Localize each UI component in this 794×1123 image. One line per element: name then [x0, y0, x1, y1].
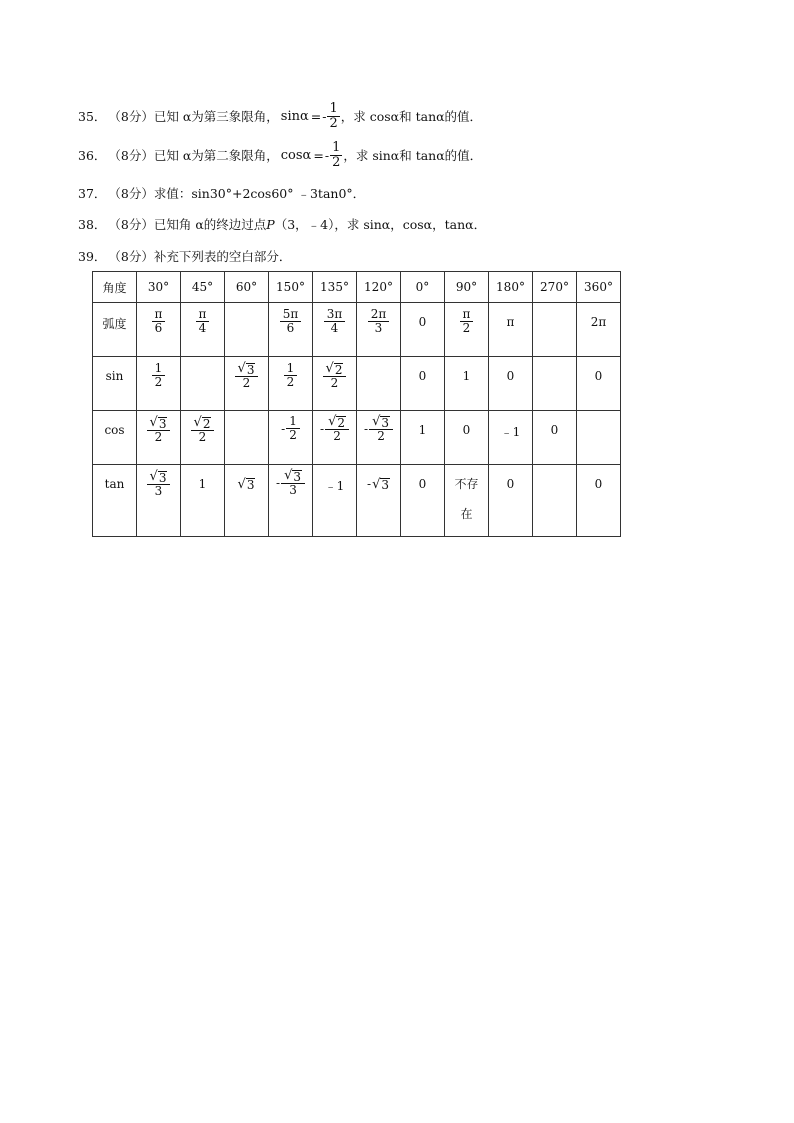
sqrt-symbol [284, 469, 302, 483]
numerator [323, 362, 347, 377]
value-text: 2π [590, 315, 607, 329]
function-name: cosα [280, 147, 312, 163]
denominator [286, 429, 300, 442]
function-name: sinα [280, 108, 309, 124]
minus-sign: - [276, 476, 281, 491]
value-text: 30° [147, 280, 170, 294]
value-wrap [463, 415, 471, 437]
denominator: 2 [329, 115, 338, 131]
value-wrap [551, 415, 559, 437]
question-suffix: ，求 cosα和 tanα的值． [340, 109, 483, 124]
value-wrap [595, 469, 603, 491]
question-prefix: 已知角 α的终边过点 [153, 217, 267, 232]
radical-sign: √ [325, 361, 334, 376]
denominator [284, 322, 298, 335]
fraction [284, 362, 298, 389]
row-label: 弧度 [93, 303, 137, 357]
value-text [367, 477, 390, 491]
minus-sign: - [281, 421, 286, 436]
numerator: 1 [332, 139, 341, 155]
value-wrap [507, 307, 515, 329]
table-cell [313, 357, 357, 411]
fraction [235, 362, 259, 390]
value-text: 1 [289, 414, 297, 428]
numerator [284, 362, 298, 376]
radical-sign: √ [372, 414, 381, 429]
value-wrap [419, 469, 427, 491]
question-number: 35． [78, 109, 107, 124]
value-wrap [419, 307, 427, 329]
question-35 [78, 101, 482, 131]
fraction-cell [191, 416, 215, 444]
fraction [191, 416, 215, 444]
value-text: π [154, 307, 163, 321]
numerator [286, 415, 300, 429]
denominator [240, 377, 254, 390]
table-cell [269, 303, 313, 357]
denominator [374, 430, 388, 443]
fraction-cell [196, 308, 210, 335]
fraction-cell [323, 362, 347, 390]
fraction [147, 470, 171, 498]
numerator [369, 415, 393, 430]
fraction [286, 415, 300, 442]
value-text: 0 [462, 423, 471, 437]
table-cell [401, 303, 445, 357]
table-cell [577, 272, 621, 303]
fraction-cell [276, 469, 305, 497]
value-text: 2 [198, 430, 207, 445]
question-prefix: 已知 α为第二象限角， [153, 148, 279, 163]
question-score: （8分） [108, 109, 154, 124]
value-wrap [199, 469, 207, 491]
denominator [152, 431, 166, 444]
numerator [152, 362, 166, 376]
table-cell [577, 411, 621, 465]
row-label: sin [93, 357, 137, 411]
denominator: 2 [332, 154, 341, 170]
radicand: 3 [381, 478, 389, 493]
fraction-cell [460, 308, 474, 335]
question-score: （8分） [108, 249, 154, 264]
value-text: 0 [418, 369, 427, 383]
sqrt-symbol [328, 415, 346, 429]
question-text: 求值：sin30°+2cos60° ﹣3tan0°． [153, 186, 366, 201]
table-cell [313, 272, 357, 303]
table-cell [313, 465, 357, 537]
value-text [372, 414, 390, 428]
radical-sign: √ [237, 477, 246, 492]
table-cell [269, 411, 313, 465]
radicand: 3 [381, 415, 389, 430]
value-text: 2 [333, 429, 341, 444]
fraction [324, 308, 346, 335]
numerator [152, 308, 166, 322]
value-text: 4 [198, 321, 207, 336]
value-text: 1 [418, 423, 427, 437]
fraction [369, 415, 393, 443]
value-wrap [507, 469, 515, 491]
denominator [328, 322, 342, 335]
fraction [323, 362, 347, 390]
fraction [327, 102, 339, 130]
value-text: 2 [330, 376, 339, 391]
sqrt-symbol [372, 477, 390, 492]
value-text: 90° [455, 280, 478, 294]
value-text: 2π [370, 307, 387, 321]
denominator [152, 322, 166, 335]
numerator: 1 [329, 100, 338, 116]
radicand: 2 [202, 416, 211, 431]
table-cell [137, 411, 181, 465]
question-number: 38． [78, 217, 107, 232]
value-text: 2 [462, 321, 471, 336]
value-text [326, 361, 344, 375]
table-cell [489, 357, 533, 411]
table-cell [181, 465, 225, 537]
denominator [372, 322, 386, 335]
point-label: P [266, 216, 275, 232]
numerator [460, 308, 474, 322]
value-text: 1 [286, 361, 295, 375]
value-text: 135° [320, 280, 349, 294]
table-cell [357, 303, 401, 357]
table-cell [269, 272, 313, 303]
table-cell [181, 411, 225, 465]
table-cell [533, 357, 577, 411]
value-text: 0 [506, 477, 515, 491]
table-cell [137, 357, 181, 411]
value-text: 1 [462, 369, 471, 383]
fraction-cell [147, 470, 171, 498]
table-row [93, 411, 621, 465]
fraction [147, 416, 171, 444]
numerator [147, 470, 171, 485]
value-text [194, 415, 212, 429]
minus-sign: - [367, 477, 372, 491]
fraction [281, 469, 305, 497]
value-text [238, 477, 256, 491]
value-wrap [238, 469, 256, 492]
table-cell [357, 272, 401, 303]
equals-sign: = [310, 108, 322, 124]
table-cell [357, 465, 401, 537]
value-wrap [325, 469, 345, 494]
value-text: 0° [415, 280, 430, 294]
table-cell [401, 411, 445, 465]
fraction [280, 308, 302, 335]
table-cell [313, 303, 357, 357]
row-label: cos [93, 411, 137, 465]
fraction-cell [284, 362, 298, 389]
value-wrap [595, 361, 603, 383]
value-text: 2 [286, 375, 295, 390]
value-text: 1 [198, 477, 207, 491]
value-text: 4 [330, 321, 339, 336]
table-cell [137, 272, 181, 303]
value-text: 0 [506, 369, 515, 383]
question-39 [78, 241, 291, 271]
question-37 [78, 178, 365, 208]
fraction-cell [152, 362, 166, 389]
fraction-cell [147, 416, 171, 444]
sqrt-symbol [150, 416, 168, 430]
radical-sign: √ [193, 415, 202, 430]
table-cell [137, 465, 181, 537]
table-cell [181, 272, 225, 303]
value-text: 0 [418, 315, 427, 329]
value-text: 6 [154, 321, 163, 336]
row-label: 角度 [93, 272, 137, 303]
value-wrap [507, 361, 515, 383]
row-label: tan [93, 465, 137, 537]
table-cell [225, 303, 269, 357]
table-row [93, 272, 621, 303]
table-cell [181, 303, 225, 357]
numerator [196, 308, 210, 322]
table-cell [225, 465, 269, 537]
question-36 [78, 140, 482, 170]
denominator [284, 376, 298, 389]
trig-table [92, 271, 621, 537]
radicand: 3 [158, 416, 167, 431]
table-cell [401, 272, 445, 303]
value-text: 5π [282, 307, 299, 321]
value-text: 3π [326, 307, 343, 321]
fraction [152, 362, 166, 389]
denominator [330, 430, 344, 443]
value-text: π [462, 307, 471, 321]
value-text: 45° [191, 280, 214, 294]
value-text: 120° [364, 280, 393, 294]
value-text: 1 [154, 361, 163, 375]
value-text: 2 [154, 430, 163, 445]
table-cell [313, 411, 357, 465]
table-cell [577, 357, 621, 411]
question-text: 补充下列表的空白部分． [153, 249, 292, 264]
denominator [152, 376, 166, 389]
table-row [93, 465, 621, 537]
value-text: 3 [374, 321, 383, 336]
numerator [325, 415, 349, 430]
table-cell [533, 411, 577, 465]
question-score: （8分） [108, 217, 154, 232]
fraction-cell [364, 415, 393, 443]
numerator [235, 362, 259, 377]
table-cell [445, 411, 489, 465]
table-cell [269, 465, 313, 537]
value-text: ﹣1 [324, 479, 345, 493]
value-wrap [419, 415, 427, 437]
value-text: 0 [594, 477, 603, 491]
table-cell [269, 357, 313, 411]
minus-sign: - [322, 108, 327, 124]
table-cell [401, 357, 445, 411]
question-number: 36． [78, 148, 107, 163]
fraction [368, 308, 390, 335]
radicand: 3 [293, 469, 301, 484]
numerator [324, 308, 346, 322]
table-cell [533, 272, 577, 303]
fraction [460, 308, 474, 335]
value-text: 6 [286, 321, 295, 336]
radical-sign: √ [328, 414, 337, 429]
fraction-cell [235, 362, 259, 390]
value-text [284, 468, 302, 482]
radicand: 2 [337, 415, 345, 430]
table-cell [357, 411, 401, 465]
table-cell [533, 465, 577, 537]
question-number: 39． [78, 249, 107, 264]
table-cell [533, 303, 577, 357]
value-text: 150° [276, 280, 305, 294]
value-text: 2 [154, 375, 163, 390]
question-number: 37． [78, 186, 107, 201]
value-wrap [367, 469, 390, 492]
fraction [330, 141, 342, 169]
radical-sign: √ [372, 477, 381, 492]
fraction-cell [368, 308, 390, 335]
value-text: 3 [154, 484, 163, 499]
sqrt-symbol [326, 362, 344, 376]
value-text: 2 [377, 429, 385, 444]
radical-sign: √ [237, 361, 246, 376]
table-cell [225, 272, 269, 303]
value-wrap [501, 415, 521, 440]
sqrt-symbol [194, 416, 212, 430]
numerator [281, 469, 305, 484]
value-text [150, 415, 168, 429]
denominator [196, 322, 210, 335]
fraction-cell [320, 415, 349, 443]
value-text: 0 [594, 369, 603, 383]
sqrt-symbol [238, 477, 256, 492]
table-cell [225, 411, 269, 465]
value-text: π [198, 307, 207, 321]
question-suffix: ，求 sinα和 tanα的值． [343, 148, 483, 163]
table-cell [489, 303, 533, 357]
value-text: ﹣1 [500, 425, 521, 439]
value-text: 270° [540, 280, 569, 294]
fraction [196, 308, 210, 335]
radicand: 3 [246, 478, 255, 493]
value-text: 3 [289, 483, 297, 498]
sqrt-symbol [372, 415, 390, 429]
denominator [152, 485, 166, 498]
fraction-cell [152, 308, 166, 335]
value-text: 180° [496, 280, 525, 294]
value-text: 0 [418, 477, 427, 491]
denominator [460, 322, 474, 335]
radicand: 2 [334, 362, 343, 377]
table-cell [445, 357, 489, 411]
sqrt-symbol [150, 470, 168, 484]
table-row [93, 303, 621, 357]
value-text: 60° [235, 280, 258, 294]
value-text [238, 361, 256, 375]
question-score: （8分） [108, 148, 154, 163]
table-cell [445, 303, 489, 357]
table-row [93, 357, 621, 411]
numerator [191, 416, 215, 431]
fraction-cell [280, 308, 302, 335]
table-cell [577, 465, 621, 537]
value-wrap [591, 307, 607, 329]
numerator [280, 308, 302, 322]
equals-sign: = [313, 147, 324, 163]
fraction-cell [324, 308, 346, 335]
denominator [196, 431, 210, 444]
value-text [328, 414, 346, 428]
value-text: 2 [289, 428, 297, 443]
value-text [150, 469, 168, 483]
value-wrap [463, 361, 471, 383]
fraction-cell [281, 415, 300, 442]
radical-sign: √ [149, 469, 158, 484]
minus-sign: - [320, 422, 325, 437]
table-cell [357, 357, 401, 411]
value-wrap [419, 361, 427, 383]
table-cell [225, 357, 269, 411]
minus-sign: - [324, 147, 330, 163]
value-text: 2 [242, 376, 251, 391]
sqrt-symbol [238, 362, 256, 376]
table-cell [181, 357, 225, 411]
value-text: 360° [584, 280, 613, 294]
table-cell [489, 465, 533, 537]
radicand: 3 [158, 470, 167, 485]
table-cell [445, 272, 489, 303]
point-coords: （3，﹣4），求 sinα，cosα，tanα． [274, 217, 487, 232]
question-prefix: 已知 α为第三象限角， [153, 109, 279, 124]
radical-sign: √ [149, 415, 158, 430]
table-cell [445, 465, 489, 537]
table-cell [489, 411, 533, 465]
radicand: 3 [246, 362, 255, 377]
value-text: 0 [550, 423, 559, 437]
table-cell [489, 272, 533, 303]
value-text: π [506, 315, 515, 329]
fraction [325, 415, 349, 443]
denominator [286, 484, 300, 497]
table-cell [401, 465, 445, 537]
fraction [152, 308, 166, 335]
value-text: 不存 在 [454, 477, 479, 521]
question-score: （8分） [108, 186, 154, 201]
numerator [368, 308, 390, 322]
numerator [147, 416, 171, 431]
radical-sign: √ [284, 468, 293, 483]
denominator [328, 377, 342, 390]
table-cell [577, 303, 621, 357]
table-cell [137, 303, 181, 357]
minus-sign: - [364, 422, 369, 437]
question-38 [78, 209, 486, 239]
